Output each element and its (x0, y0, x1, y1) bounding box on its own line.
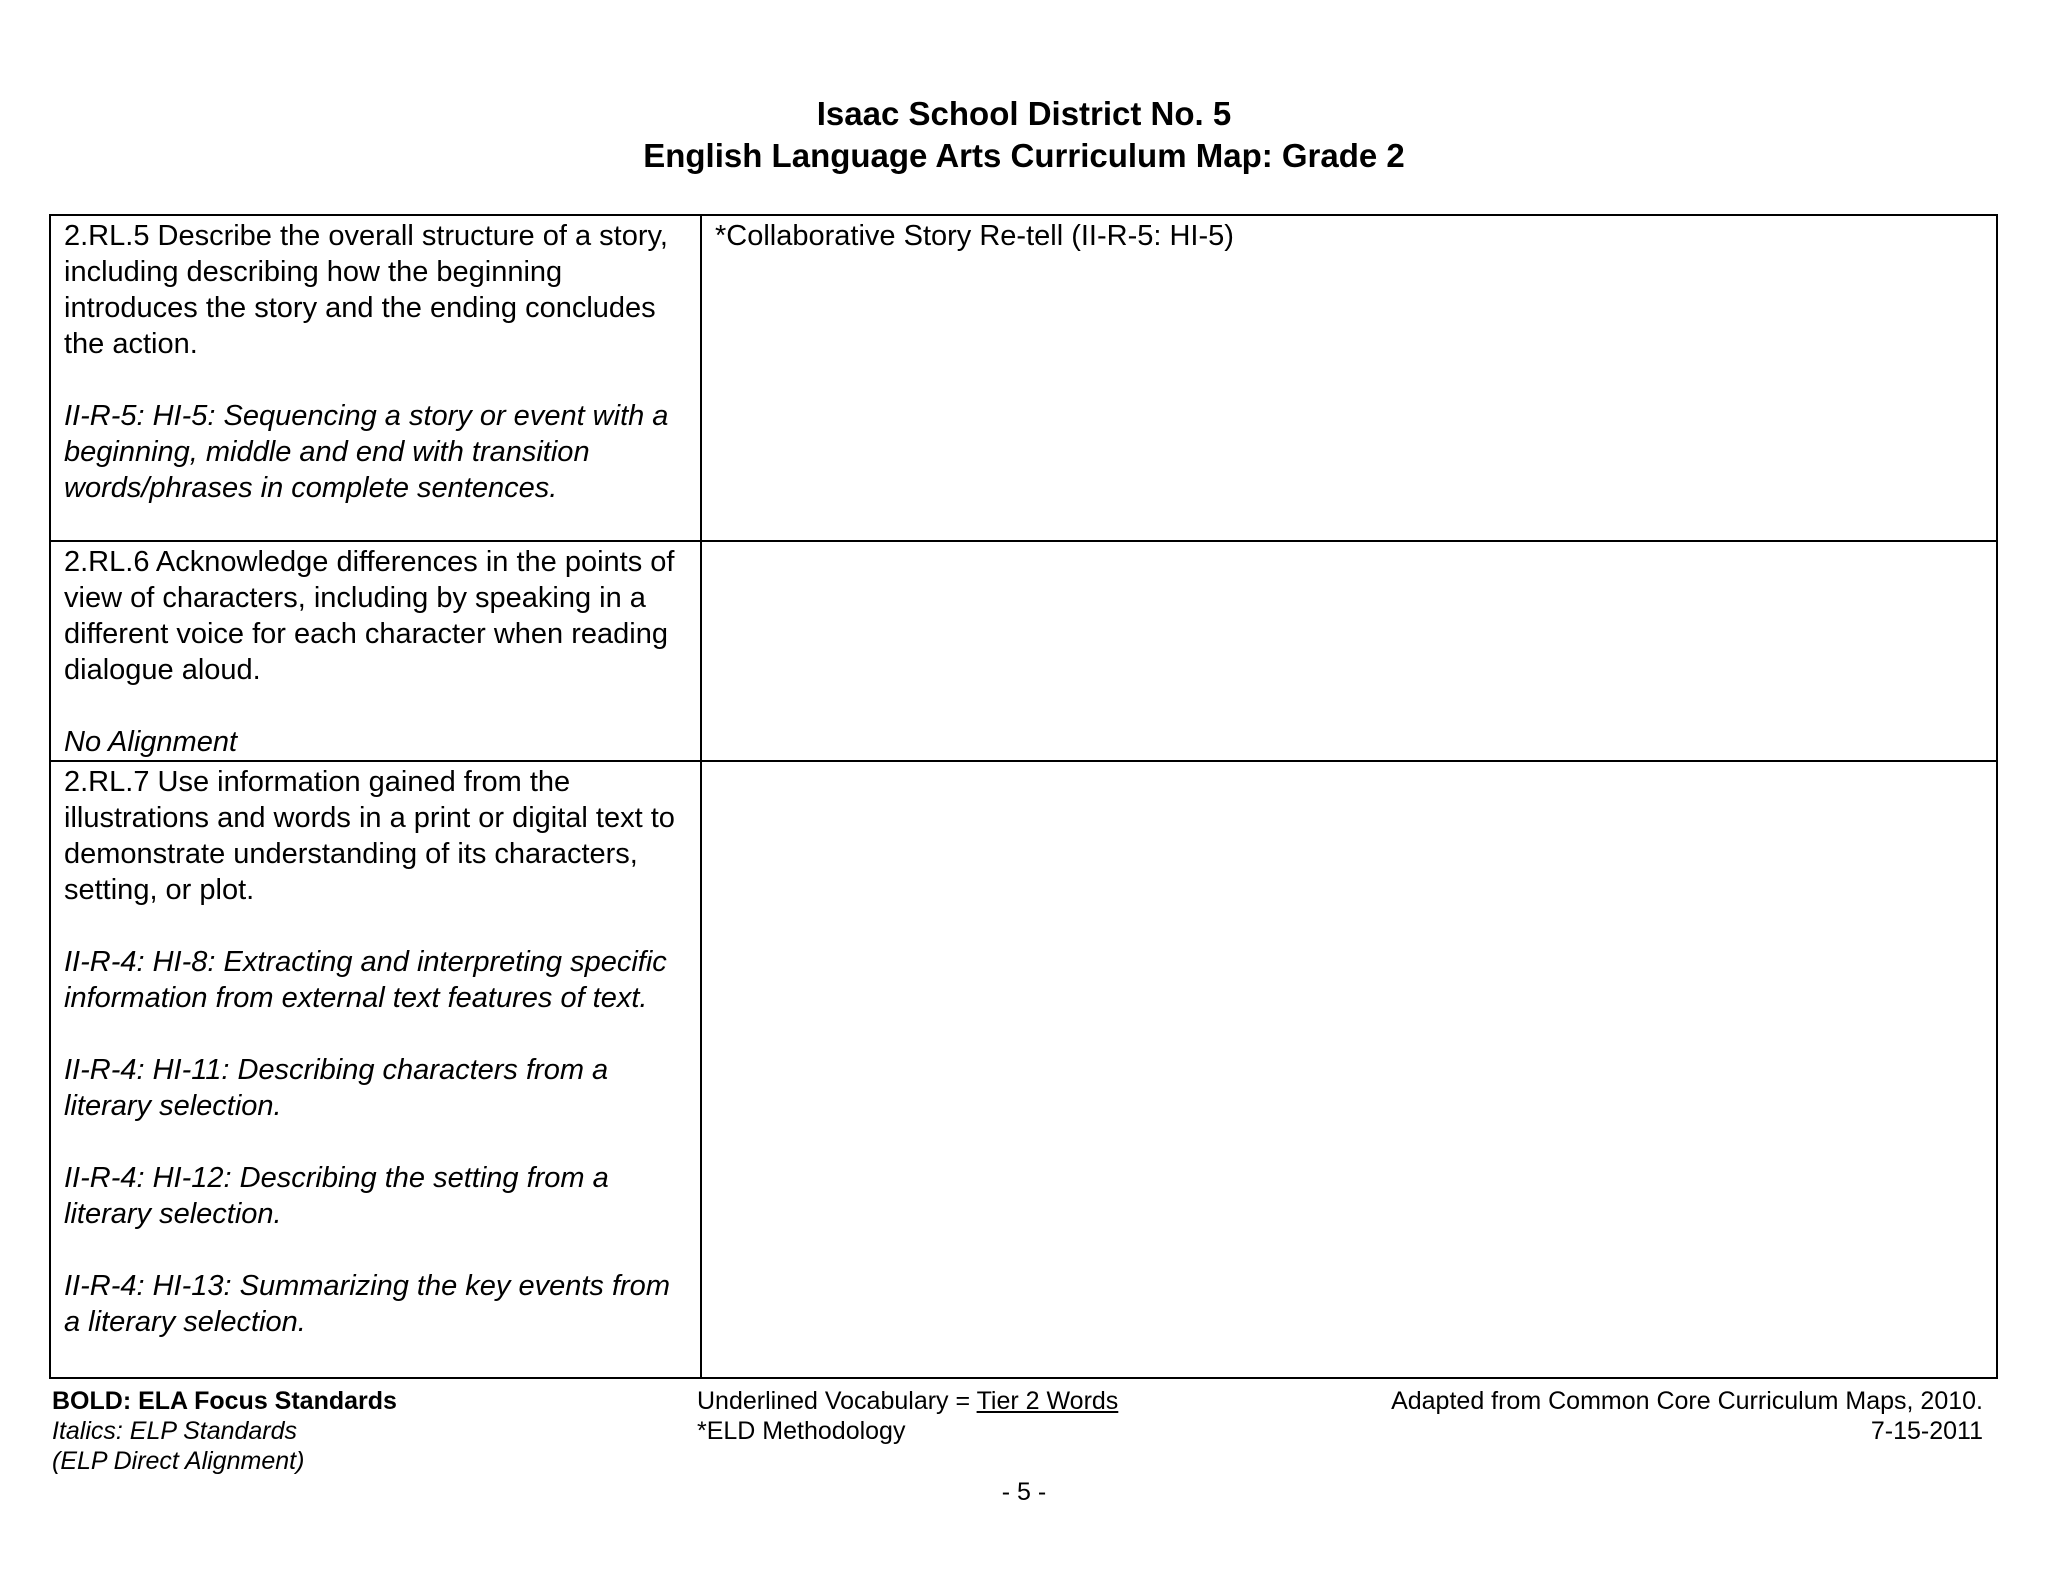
vocabulary-line (697, 1386, 1118, 1416)
footer-legend (52, 1386, 397, 1476)
tier-2-words: Tier 2 Words (976, 1387, 1119, 1415)
elp-standard: II-R-5: HI-5: Sequencing a story or event with a beginning, middle and end with transition words/phrases in complete sentences. (64, 400, 669, 504)
vocabulary-prefix: Underlined Vocabulary = (697, 1387, 977, 1415)
eld-methodology-note: *ELD Methodology (697, 1417, 906, 1445)
document-title: Isaac School District No. 5 (816, 95, 1232, 132)
document-subtitle: English Language Arts Curriculum Map: Grade 2 (643, 137, 1405, 174)
elp-standard: II-R-4: HI-13: Summarizing the key events from a literary selection. (64, 1270, 670, 1338)
footer-source (1391, 1386, 1983, 1446)
elp-standard: II-R-4: HI-8: Extracting and interpreting specific information from external text features of text. (64, 946, 667, 1014)
legend-direct-alignment: (ELP Direct Alignment) (52, 1447, 305, 1475)
standard-cell (50, 761, 701, 1378)
legend-italics: Italics: ELP Standards (52, 1417, 298, 1445)
curriculum-table (49, 214, 1998, 1379)
table-row (50, 541, 1997, 761)
source-note: Adapted from Common Core Curriculum Maps, 2010. (1391, 1387, 1983, 1415)
standard-text: 2.RL.5 Describe the overall structure of a story, including describing how the beginning introduces the story and the ending concludes the action. (64, 220, 668, 360)
standard-text: 2.RL.7 Use information gained from the illustrations and words in a print or digital text to demonstrate understanding of its characters, setting, or plot. (64, 766, 675, 906)
table-row (50, 761, 1997, 1378)
page-number: - 5 - (1001, 1478, 1047, 1506)
standard-cell (50, 541, 701, 761)
methodology-cell (701, 215, 1997, 541)
table-row (50, 215, 1997, 541)
legend-bold: BOLD: ELA Focus Standards (52, 1387, 397, 1415)
elp-standard: II-R-4: HI-11: Describing characters from a literary selection. (64, 1054, 609, 1122)
methodology-cell (701, 761, 1997, 1378)
revision-date: 7-15-2011 (1870, 1417, 1983, 1445)
standard-text: 2.RL.6 Acknowledge differences in the points of view of characters, including by speaking in a different voice for each character when reading dialogue aloud. (64, 546, 675, 686)
elp-standard: No Alignment (64, 726, 238, 758)
methodology-text: *Collaborative Story Re-tell (II-R-5: HI-5) (715, 220, 1234, 252)
methodology-cell (701, 541, 1997, 761)
footer-vocabulary (697, 1386, 1118, 1446)
standard-cell (50, 215, 701, 541)
elp-standard: II-R-4: HI-12: Describing the setting from a literary selection. (64, 1162, 609, 1230)
